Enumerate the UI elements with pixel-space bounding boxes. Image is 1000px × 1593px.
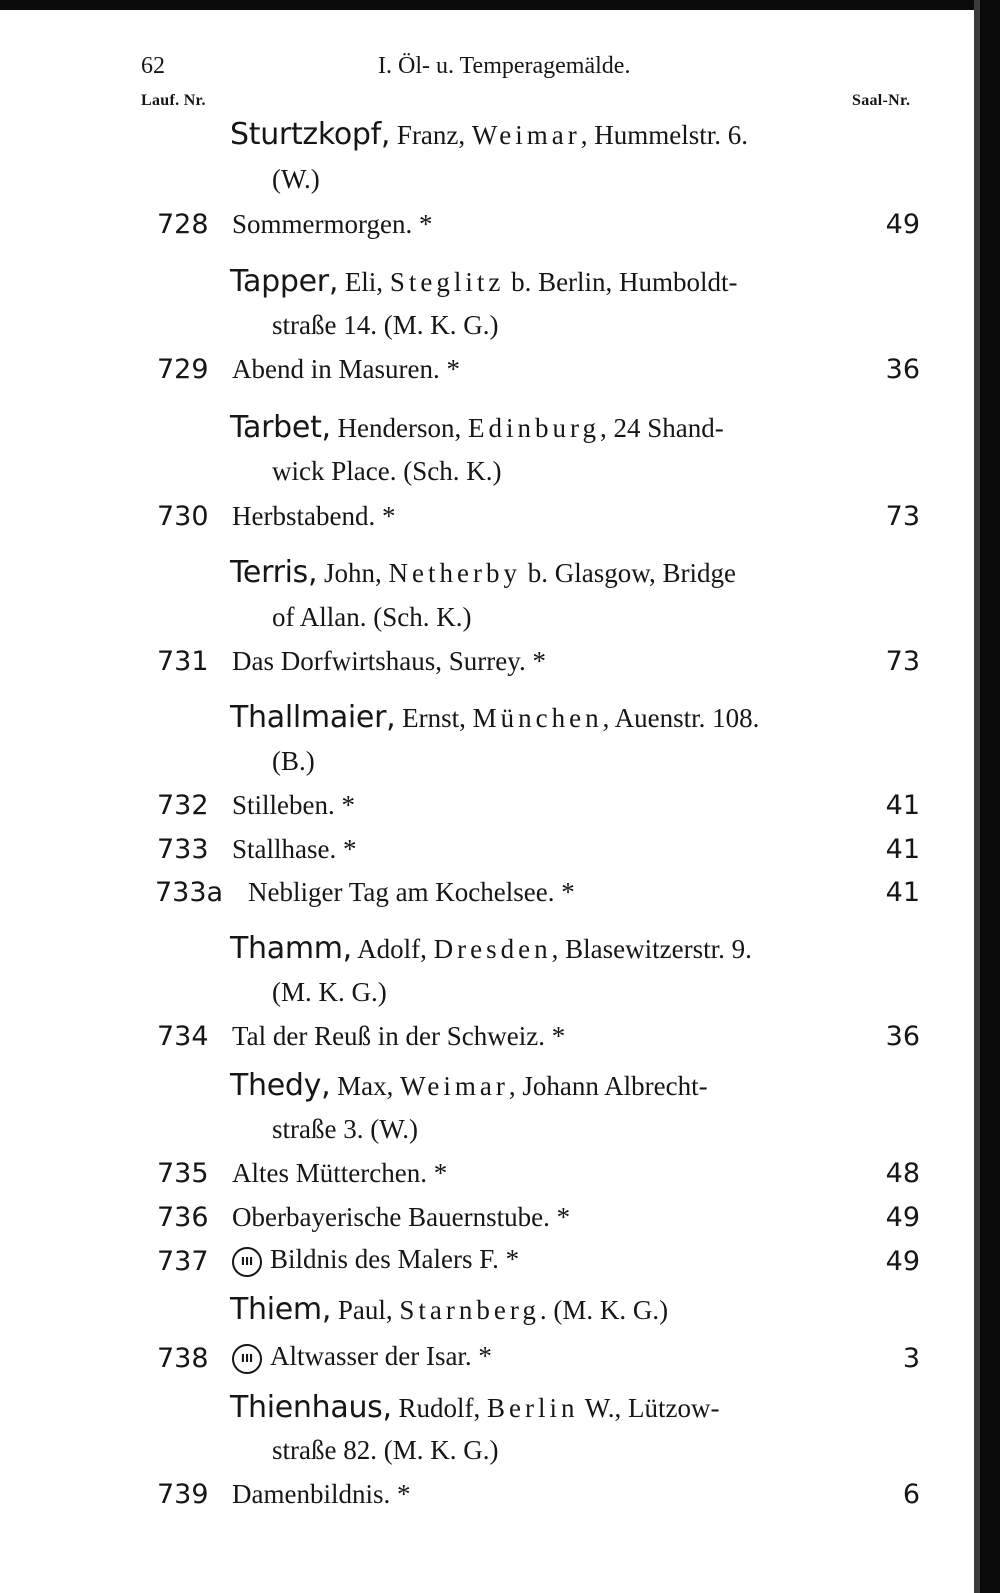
artist-address-line: (M. K. G.) — [272, 977, 387, 1007]
catalog-number: 739 — [157, 1479, 209, 1510]
artist-name: Tarbet, — [230, 410, 331, 445]
catalog-number: 734 — [157, 1021, 209, 1052]
artist-line: Sturtzkopf, Franz, Weimar, Hummelstr. 6. — [230, 117, 748, 152]
section-mark-badge: III — [232, 1247, 262, 1277]
work-title: Damenbildnis. * — [232, 1479, 411, 1509]
artist-city: Berlin — [487, 1393, 579, 1423]
hall-number: 49 — [885, 1246, 920, 1277]
hall-number: 41 — [885, 834, 920, 865]
artist-name: Thamm, — [230, 931, 352, 966]
catalog-number: 728 — [157, 209, 209, 240]
artist-city: Netherby — [388, 558, 521, 588]
artist-line: Tapper, Eli, Steglitz b. Berlin, Humboldt- — [230, 264, 738, 299]
work-title: Oberbayerische Bauernstube. * — [232, 1202, 571, 1232]
artist-address-line: straße 82. (M. K. G.) — [272, 1435, 499, 1465]
artist-name: Sturtzkopf, — [230, 117, 391, 152]
artist-name: Thallmaier, — [230, 700, 396, 735]
catalog-number: 729 — [157, 354, 209, 385]
work-title: Altes Mütterchen. * — [232, 1158, 448, 1188]
work-title: Stallhase. * — [232, 834, 357, 864]
artist-line: Thiem, Paul, Starnberg. (M. K. G.) — [230, 1292, 669, 1327]
hall-number: 49 — [885, 209, 920, 240]
catalog-number: 733 — [157, 834, 209, 865]
running-title: I. Öl- u. Temperagemälde. — [378, 53, 631, 79]
hall-number: 49 — [885, 1202, 920, 1233]
section-mark-badge: III — [232, 1344, 262, 1374]
hall-number: 73 — [885, 646, 920, 677]
artist-name: Thiem, — [230, 1292, 332, 1327]
work-title: Abend in Masuren. * — [232, 354, 460, 384]
artist-line: Thallmaier, Ernst, München, Auenstr. 108. — [230, 700, 760, 735]
artist-address-line: (B.) — [272, 746, 315, 776]
work-title: Herbstabend. * — [232, 501, 396, 531]
hall-number: 36 — [885, 354, 920, 385]
artist-name: Tapper, — [230, 264, 339, 299]
work-title: Nebliger Tag am Kochelsee. * — [248, 877, 575, 907]
artist-city: Dresden — [433, 934, 552, 964]
catalog-number: 738 — [157, 1343, 209, 1374]
catalog-number: 733a — [155, 877, 224, 908]
artist-line: Tarbet, Henderson, Edinburg, 24 Shand- — [230, 410, 724, 445]
column-head-saal-nr: Saal-Nr. — [852, 92, 911, 109]
hall-number: 36 — [885, 1021, 920, 1052]
work-title: III Bildnis des Malers F. * — [232, 1246, 519, 1277]
hall-number: 73 — [885, 501, 920, 532]
artist-line: Thedy, Max, Weimar, Johann Albrecht- — [230, 1068, 708, 1103]
artist-city: Weimar — [471, 120, 581, 150]
scan-edge-top — [0, 0, 1000, 10]
artist-city: Starnberg — [399, 1295, 540, 1325]
artist-name: Thedy, — [230, 1068, 331, 1103]
artist-city: Steglitz — [389, 267, 505, 297]
artist-name: Terris, — [230, 555, 318, 590]
hall-number: 41 — [885, 877, 920, 908]
work-title: Tal der Reuß in der Schweiz. * — [232, 1021, 566, 1051]
hall-number: 3 — [902, 1343, 920, 1374]
catalog-number: 731 — [157, 646, 209, 677]
artist-line: Thamm, Adolf, Dresden, Blasewitzerstr. 9. — [230, 931, 752, 966]
hall-number: 41 — [885, 790, 920, 821]
artist-address-line: wick Place. (Sch. K.) — [272, 456, 502, 486]
hall-number: 6 — [902, 1479, 920, 1510]
artist-address-line: of Allan. (Sch. K.) — [272, 602, 472, 632]
page-number: 62 — [141, 53, 165, 79]
artist-city: München — [472, 703, 603, 733]
artist-address-line: straße 3. (W.) — [272, 1114, 418, 1144]
scan-edge-right — [980, 0, 1000, 1593]
catalog-number: 736 — [157, 1202, 209, 1233]
artist-address-line: straße 14. (M. K. G.) — [272, 310, 499, 340]
artist-address-line: (W.) — [272, 164, 320, 194]
column-head-lauf-nr: Lauf. Nr. — [141, 92, 206, 109]
artist-line: Thienhaus, Rudolf, Berlin W., Lützow- — [230, 1390, 720, 1425]
artist-name: Thienhaus, — [230, 1390, 392, 1425]
work-title: III Altwasser der Isar. * — [232, 1343, 492, 1374]
work-title: Sommermorgen. * — [232, 209, 433, 239]
catalog-number: 730 — [157, 501, 209, 532]
artist-city: Weimar — [400, 1071, 509, 1101]
catalog-number: 732 — [157, 790, 209, 821]
work-title: Stilleben. * — [232, 790, 355, 820]
artist-city: Edinburg — [468, 413, 600, 443]
hall-number: 48 — [885, 1158, 920, 1189]
artist-line: Terris, John, Netherby b. Glasgow, Bridge — [230, 555, 736, 590]
catalog-number: 735 — [157, 1158, 209, 1189]
work-title: Das Dorfwirtshaus, Surrey. * — [232, 646, 546, 676]
catalog-number: 737 — [157, 1246, 209, 1277]
